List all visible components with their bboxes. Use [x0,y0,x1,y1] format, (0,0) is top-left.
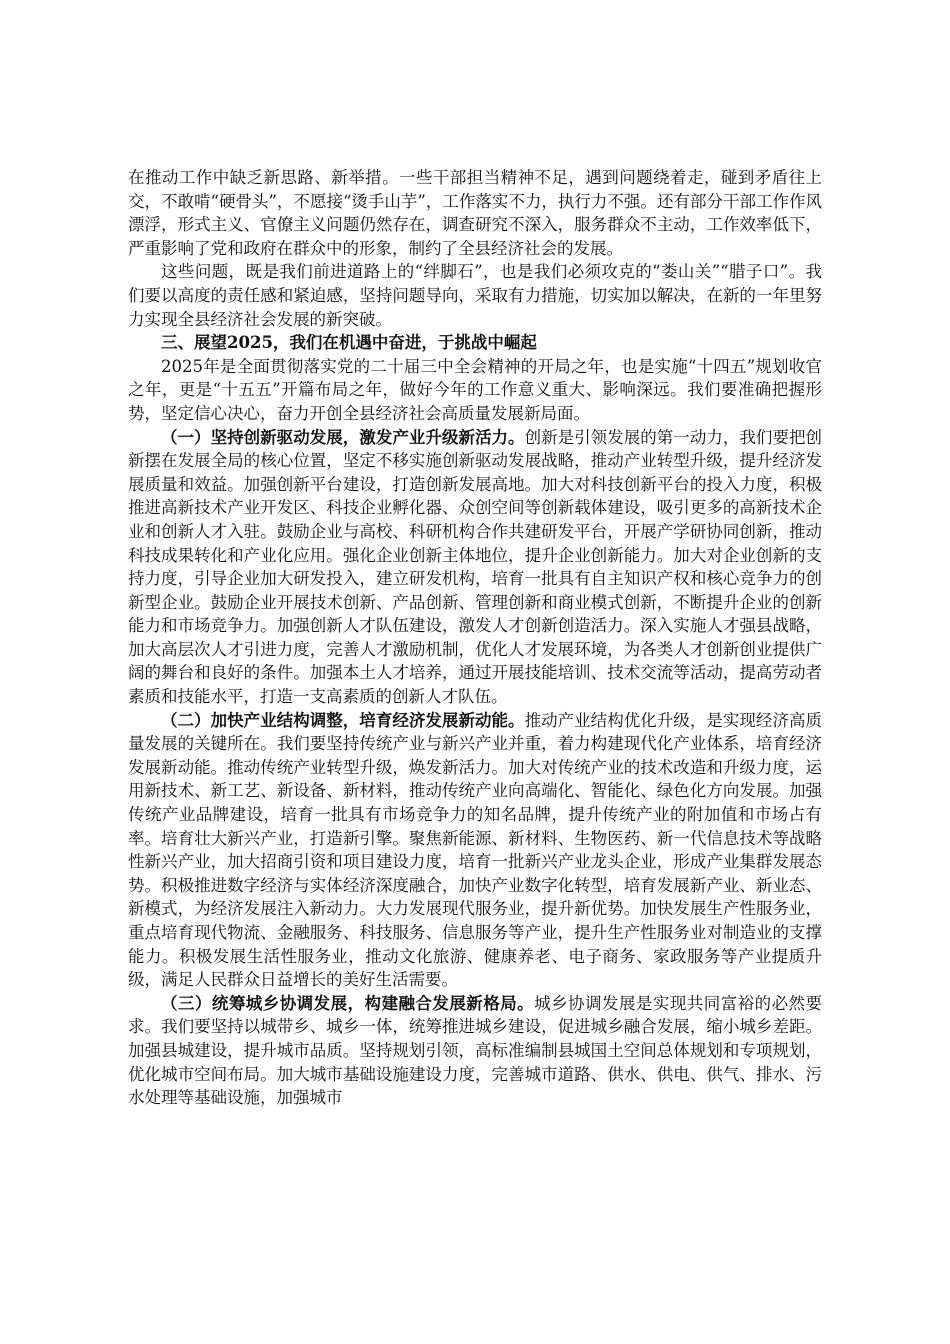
paragraph-innovation [128,426,822,709]
section-heading-outlook: 三、展望2025，我们在机遇中奋进，于挑战中崛起 [161,333,537,353]
document-page [128,166,822,1110]
paragraph-industry-body: 推动产业结构优化升级，是实现经济高质量发展的关键所在。我们要坚持传统产业与新兴产业并重，着力构建现代化产业体系，培育经济发展新动能。推动传统产业转型升级，焕发新活力。加大对传统产业的技术改造和升级力度，运用新技术、新工艺、新设备、新材料，推动传统产业向高端化、智能化、绿色化方向发展。加强传统产业品牌建设，培育一批具有市场竞争力的知名品牌，提升传统产业的附加值和市场占有率。培育壮大新兴产业，打造新引擎。聚焦新能源、新材料、生物医药、新一代信息技术等战略性新兴产业，加大招商引资和项目建设力度，培育一批新兴产业龙头企业，形成产业集群发展态势。积极推进数字经济与实体经济深度融合，加快产业数字化转型，培育发展新产业、新业态、新模式，为经济发展注入新动力。大力发展现代服务业，提升新优势。加快发展生产性服务业，重点培育现代物流、金融服务、科技服务、信息服务等产业，提升生产性服务业对制造业的支撑能力。积极发展生活性服务业，推动文化旅游、健康养老、电子商务、家政服务等产业提质升级，满足人民群众日益增长的美好生活需要。 [128,710,823,990]
paragraph-urban-rural-body: 城乡协调发展是实现共同富裕的必然要求。我们要坚持以城带乡、城乡一体，统筹推进城乡建设，促进城乡融合发展，缩小城乡差距。加强县城建设，提升城市品质。坚持规划引领，高标准编制县城国土空间总体规划和专项规划，优化城市空间布局。加大城市基础设施建设力度，完善城市道路、供水、供电、供气、排水、污水处理等基础设施，加强城市 [128,993,823,1108]
paragraph-continued: 在推动工作中缺乏新思路、新举措。一些干部担当精神不足，遇到问题绕着走，碰到矛盾往上交，不敢啃“硬骨头”，不愿接“烫手山芋”，工作落实不力，执行力不强。还有部分干部工作作风漂浮，形式主义、官僚主义问题仍然存在，调查研究不深入，服务群众不主动，工作效率低下，严重影响了党和政府在群众中的形象，制约了全县经济社会的发展。 [128,168,822,258]
paragraph-industry [128,709,822,992]
paragraph-outlook-intro: 2025年是全面贯彻落实党的二十届三中全会精神的开局之年，也是实施“十四五”规划收官之年，更是“十五五”开篇布局之年，做好今年的工作意义重大、影响深远。我们要准确把握形势，坚定信心决心，奋力开创全县经济社会高质量发展新局面。 [128,356,822,423]
subheading-industry: （二）加快产业结构调整，培育经济发展新动能。 [161,710,525,730]
subheading-urban-rural: （三）统筹城乡协调发展，构建融合发展新格局。 [161,993,535,1013]
paragraph-innovation-body: 创新是引领发展的第一动力，我们要把创新摆在发展全局的核心位置，坚定不移实施创新驱动发展战略，推动产业转型升级，提升经济发展质量和效益。加强创新平台建设，打造创新发展高地。加大对科技创新平台的投入力度，积极推进高新技术产业开发区、科技企业孵化器、众创空间等创新载体建设，吸引更多的高新技术企业和创新人才入驻。鼓励企业与高校、科研机构合作共建研发平台，开展产学研协同创新，推动科技成果转化和产业化应用。强化企业创新主体地位，提升企业创新能力。加大对企业创新的支持力度，引导企业加大研发投入，建立研发机构，培育一批具有自主知识产权和核心竞争力的创新型企业。鼓励企业开展技术创新、产品创新、管理创新和商业模式创新，不断提升企业的创新能力和市场竞争力。加强创新人才队伍建设，激发人才创新创造活力。深入实施人才强县战略，加大高层次人才引进力度，完善人才激励机制，优化人才发展环境，为各类人才创新创业提供广阔的舞台和良好的条件。加强本土人才培养，通过开展技能培训、技术交流等活动，提高劳动者素质和技能水平，打造一支高素质的创新人才队伍。 [128,427,823,707]
subheading-innovation: （一）坚持创新驱动发展，激发产业升级新活力。 [161,427,525,447]
paragraph-problems-summary: 这些问题，既是我们前进道路上的“绊脚石”，也是我们必须攻克的“娄山关”“腊子口”。我们要以高度的责任感和紧迫感，坚持问题导向，采取有力措施，切实加以解决，在新的一年里努力实现全县经济社会发展的新突破。 [128,262,822,329]
paragraph-urban-rural [128,992,822,1110]
